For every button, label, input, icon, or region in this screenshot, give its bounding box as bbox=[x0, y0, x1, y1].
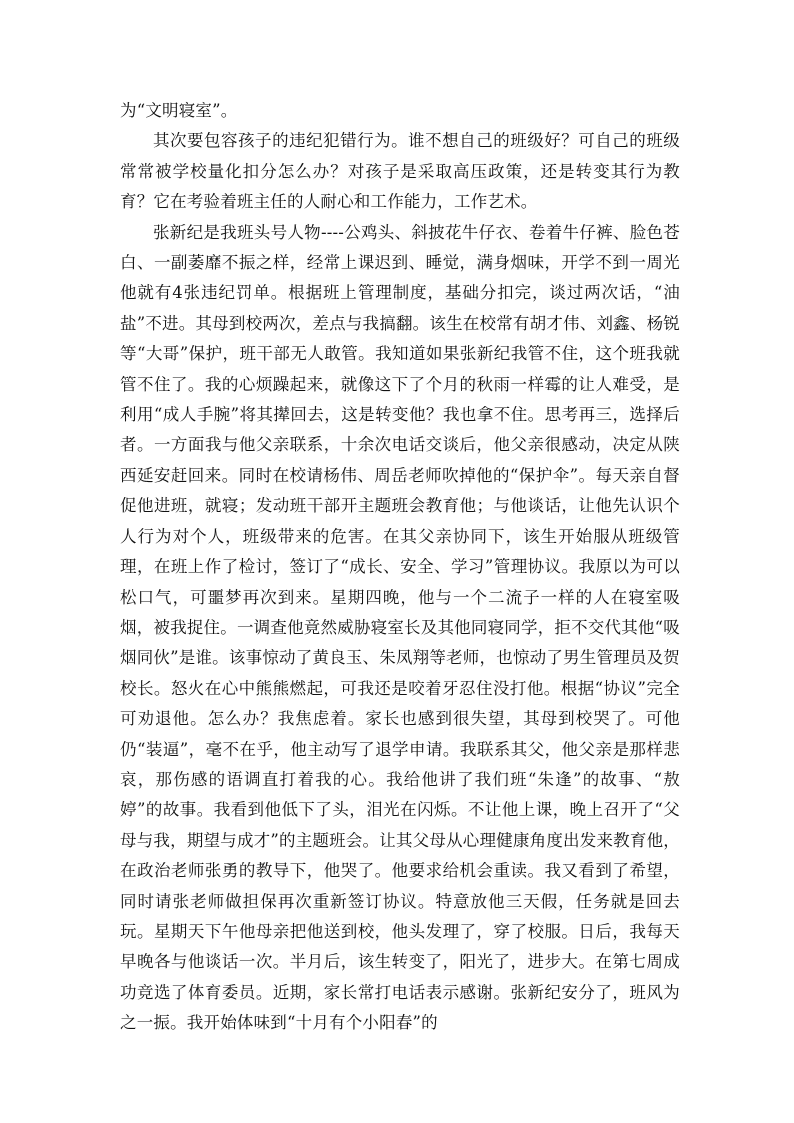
paragraph-continuation: 为“文明寝室”。 bbox=[120, 101, 238, 120]
body-text bbox=[120, 96, 680, 1039]
paragraph-tolerance: 其次要包容孩子的违纪犯错行为。谁不想自己的班级好？可自己的班级常常被学校量化扣分怎么办？对孩子是采取高压政策，还是转变其行为教育？它在考验着班主任的人耐心和工作能力，工作艺术。 bbox=[120, 131, 680, 212]
paragraph-student-story: 张新纪是我班头号人物----公鸡头、斜披花牛仔衣、卷着牛仔裤、脸色苍白、一副萎靡不振之样，经常上课迟到、睡觉，满身烟味，开学不到一周光他就有4张违纪罚单。根据班上管理制度，基础分扣完，谈过两次话，“油盐”不进。其母到校两次，差点与我搞翻。该生在校常有胡才伟、刘鑫、杨锐等“大哥”保护，班干部无人敢管。我知道如果张新纪我管不住，这个班我就管不住了。我的心烦躁起来，就像这下了个月的秋雨一样霉的让人难受，是利用“成人手腕”将其撵回去，这是转变他？我也拿不住。思考再三，选择后者。一方面我与他父亲联系，十余次电话交谈后，他父亲很感动，决定从陕西延安赶回来。同时在校请杨伟、周岳老师吹掉他的“保护伞”。每天亲自督促他进班，就寝；发动班干部开主题班会教育他；与他谈话，让他先认识个人行为对个人，班级带来的危害。在其父亲协同下，该生开始服从班级管理，在班上作了检讨，签订了“成长、安全、学习”管理协议。我原以为可以松口气，可噩梦再次到来。星期四晚，他与一个二流子一样的人在寝室吸烟，被我捉住。一调查他竟然威胁寝室长及其他同寝同学，拒不交代其他“吸烟同伙”是谁。该事惊动了黄良玉、朱凤翔等老师，也惊动了男生管理员及贺校长。怒火在心中熊熊燃起，可我还是咬着牙忍住没打他。根据“协议”完全可劝退他。怎么办？我焦虑着。家长也感到很失望，其母到校哭了。可他仍“装逼”，毫不在乎，他主动写了退学申请。我联系其父，他父亲是那样悲哀，那伤感的语调直打着我的心。我给他讲了我们班“朱逢”的故事、“敖婷”的故事。我看到他低下了头，泪光在闪烁。不让他上课，晚上召开了“父母与我，期望与成才”的主题班会。让其父母从心理健康角度出发来教育他，在政治老师张勇的教导下，他哭了。他要求给机会重读。我又看到了希望，同时请张老师做担保再次重新签订协议。特意放他三天假，任务就是回去玩。星期天下午他母亲把他送到校，他头发理了，穿了校服。日后，我每天早晚各与他谈话一次。半月后，该生转变了，阳光了，进步大。在第七周成功竞选了体育委员。近期，家长常打电话表示感谢。张新纪安分了，班风为之一振。我开始体味到“十月有个小阳春”的 bbox=[120, 222, 680, 1033]
